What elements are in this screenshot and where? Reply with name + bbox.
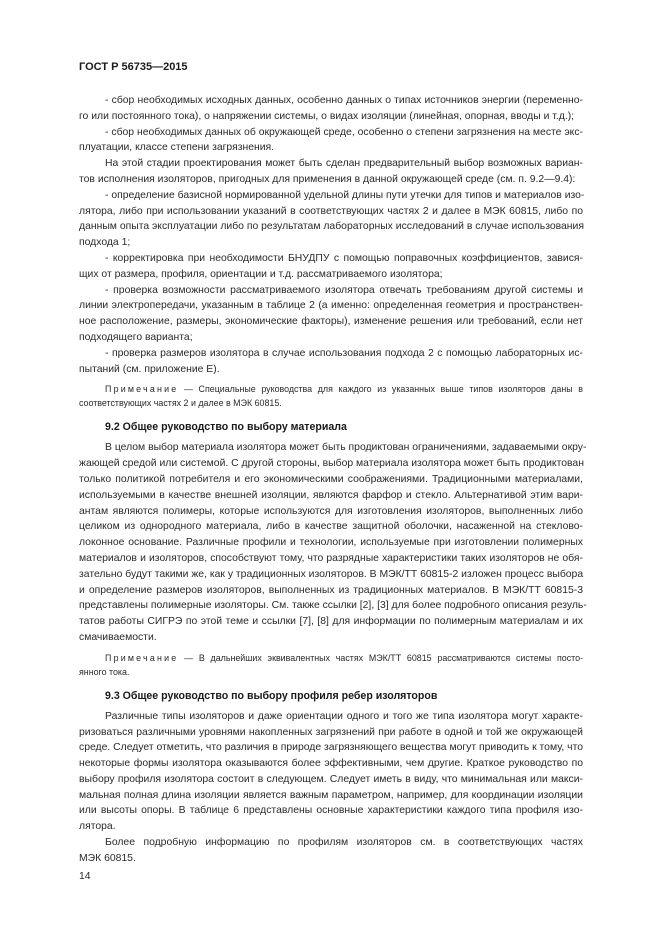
- text-line: тов исполнения изоляторов, пригодных для применения в данной окружающей среде (см. п. 9.2—9.4):: [79, 173, 576, 185]
- text-line: На этой стадии проектирования может быть сделан предварительный выбор возможных вариан-: [105, 158, 583, 170]
- text-line: Различные типы изоляторов и даже ориентации одного и того же типа изолятора могут характе-: [105, 710, 583, 722]
- paragraph: [79, 125, 583, 157]
- text-line: татов работы СИГРЭ по этой теме и ссылки [7], [8] для информации по полимерным материалам и их: [79, 616, 583, 628]
- text-line: подходящего варианта;: [79, 331, 193, 343]
- section-9-2-heading: 9.2 Общее руководство по выбору материала: [105, 421, 347, 434]
- text-line: подхода 1;: [79, 237, 131, 249]
- text-line: - сбор необходимых исходных данных, особенно данных о типах источников энергии (переменно-: [105, 95, 583, 106]
- text-line: щих от размера, профиля, ориентации и т.д. рассматриваемого изолятора;: [79, 268, 443, 280]
- text-line: антам являются полимеры, которые используются для изготовления изоляторов, выполненных либо: [79, 505, 583, 517]
- text-line: выбору профиля изолятора состоит в следующем. Следует иметь в виду, что минимальная или макси-: [79, 773, 583, 785]
- text-line: мальная полная длина изоляции является важным параметром, например, для координации изоляции: [79, 789, 583, 801]
- text-line: МЭК 60815.: [79, 852, 136, 864]
- paragraph: [79, 346, 583, 378]
- text-line: плуатации, классе степени загрязнения.: [79, 142, 275, 154]
- text-line: среде. Следует отметить, что различия в природе загрязняющего вещества могут приводить к тому, что: [79, 742, 583, 754]
- text-line: и определение размеров изоляторов, выполненных из традиционных материалов. В МЭК/ТТ 60815-3: [79, 584, 583, 596]
- text-line: материалов и изоляторов, способствуют тому, что разрядные характеристики таких изоляторов не обя-: [79, 552, 583, 564]
- note-text: — Специальные руководства для каждого из указанных выше типов изоляторов даны в: [178, 384, 583, 395]
- section-9-3-heading: 9.3 Общее руководство по выбору профиля ребер изоляторов: [105, 689, 438, 702]
- paragraph: [79, 188, 583, 251]
- note-text: — В дальнейших эквивалентных частях МЭК/ТТ 60815 рассматриваются системы посто-: [178, 652, 583, 663]
- text-line: ризоваться различными уровнями накопленных загрязнений при работе в одной и той же окружающей: [79, 726, 583, 738]
- text-line: некоторые формы изолятора оказываются более эффективными, чем другие. Краткое руководство по: [79, 758, 583, 770]
- paragraph: [79, 93, 583, 125]
- text-line: целиком из однородного материала, либо в качестве защитной оболочки, насаженной на стеклово-: [79, 521, 583, 533]
- document-header: ГОСТ Р 56735—2015: [79, 61, 188, 73]
- text-line: - сбор необходимых данных об окружающей среде, особенно о степени загрязнения на месте экс-: [105, 126, 583, 138]
- text-line: локонное основание. Различные профили и технологии, используемые при изготовлении полимерных: [79, 537, 583, 549]
- note-label: Примечание: [105, 652, 179, 663]
- note-line: соответствующих частях 2 и далее в МЭК 60815.: [79, 398, 282, 409]
- section-9-2-paragraph: [79, 440, 587, 645]
- note-label: Примечание: [105, 384, 179, 395]
- paragraph: [79, 156, 583, 188]
- note-line: янного тока.: [79, 666, 130, 677]
- text-line: или высоты опоры. В таблице 6 представлены основные характеристики каждого типа профиля изо-: [79, 805, 583, 817]
- text-line: - проверка размеров изолятора в случае использования подхода 2 с помощью лабораторных ис-: [105, 347, 583, 359]
- text-line: лятора.: [79, 821, 116, 833]
- text-line: лятора, либо при использовании указаний в соответствующих частях 2 и далее в МЭК 60815, либо по: [79, 205, 583, 217]
- note-line: [79, 651, 583, 665]
- text-line: пытаний (см. приложение Е).: [79, 363, 220, 375]
- paragraph: [79, 283, 583, 346]
- text-line: ное расположение, размеры, экономические факторы), изменение решения или требований, если нет: [79, 316, 583, 328]
- text-line: - корректировка при необходимости БНУДПУ с помощью поправочных коэффициентов, завися-: [105, 252, 583, 264]
- note-1: [79, 382, 583, 410]
- text-line: только политикой потребителя и его экономическими соображениями. Традиционными материалами,: [79, 473, 583, 485]
- text-line: Более подробную информацию по профилям изоляторов см. в соответствующих частях: [105, 837, 583, 849]
- text-line: зательно будут такими же, как у традиционных изоляторов. В МЭК/ТТ 60815-2 изложен процесс выбора: [79, 568, 584, 580]
- text-line: В целом выбор материала изолятора может быть продиктован ограничениями, задаваемыми окру-: [105, 442, 587, 454]
- text-line: жающей средой или системой. С другой стороны, выбор материала изолятора может быть продиктован: [79, 458, 584, 470]
- text-line: - проверка возможности рассматриваемого изолятора отвечать требованиям другой системы и: [105, 284, 583, 296]
- section-9-3-paragraph-2: [79, 835, 583, 867]
- note-2: [79, 651, 583, 679]
- note-line: [79, 382, 583, 396]
- section-9-3-paragraph-1: [79, 709, 583, 835]
- text-line: го или постоянного тока), о напряжении системы, о видах изоляции (линейная, опорная, вводы и т.д.);: [79, 110, 575, 122]
- text-line: используемыми в качестве внешней изоляции, являются фарфор и стекло. Альтернативой этим вари-: [79, 489, 583, 501]
- text-line: смачиваемости.: [79, 631, 157, 643]
- text-line: линии электропередачи, указанным в таблице 2 (а именно: определенная геометрия и пространствен-: [79, 300, 583, 312]
- paragraph: [79, 251, 583, 283]
- text-line: представлены полимерные изоляторы. См. также ссылки [2], [3] для более подробного описания резуль-: [79, 600, 587, 612]
- text-line: данным опыта эксплуатации либо по результатам лабораторных исследований в случае использования: [79, 221, 584, 233]
- block-1: [79, 93, 583, 377]
- page-number: 14: [79, 870, 91, 882]
- document-body: [79, 93, 587, 884]
- text-line: - определение базисной нормированной удельной длины пути утечки для типов и материалов изо-: [105, 189, 585, 201]
